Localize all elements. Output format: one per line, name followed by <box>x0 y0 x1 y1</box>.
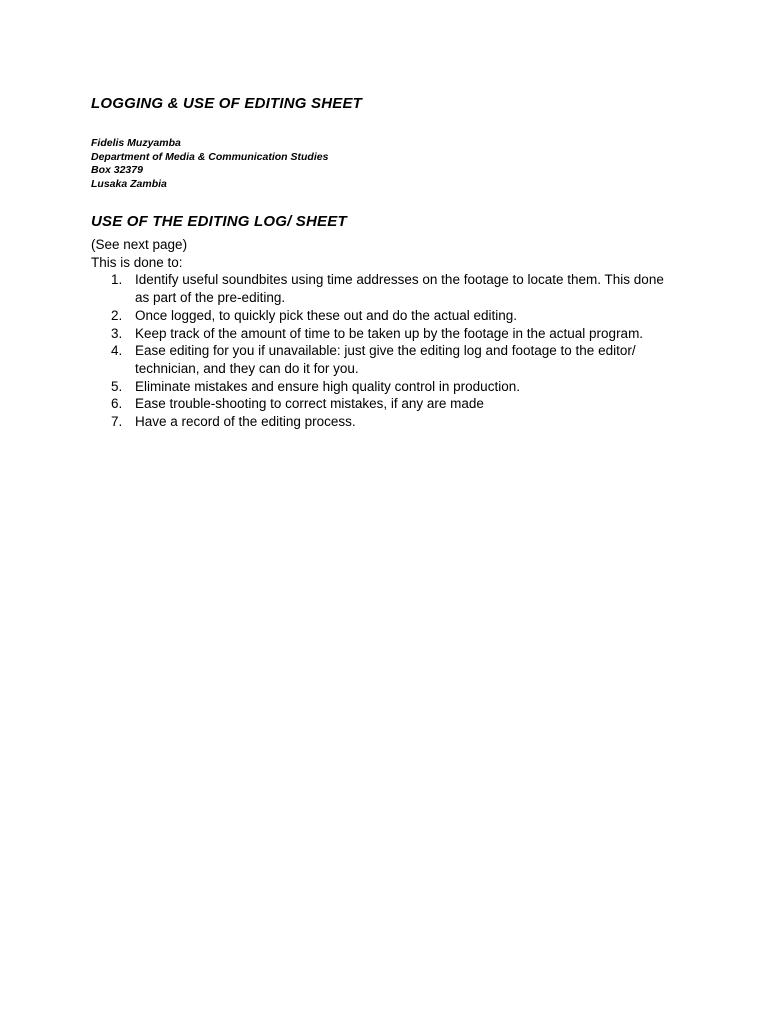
list-item <box>91 325 675 343</box>
list-item-number: 4. <box>111 343 123 359</box>
document-title: LOGGING & USE OF EDITING SHEET <box>91 95 363 112</box>
list-item-text: Keep track of the amount of time to be taken up by the footage in the actual program. <box>135 325 644 341</box>
list-item-number: 5. <box>111 378 123 394</box>
list-item-text: Have a record of the editing process. <box>135 414 356 430</box>
list-item <box>91 271 675 306</box>
list-item-text: Ease editing for you if unavailable: just give the editing log and footage to the editor/ technician, and they can do it for you. <box>135 343 636 376</box>
list-item-text: Identify useful soundbites using time addresses on the footage to locate them. This done as part of the pre-editing. <box>135 272 664 306</box>
list-item <box>91 307 675 325</box>
author-name: Fidelis Muzyamba <box>91 137 181 149</box>
list-item <box>91 395 675 413</box>
list-item-text: Ease trouble-shooting to correct mistakes, if any are made <box>135 396 484 412</box>
list-item-text: Once logged, to quickly pick these out and do the actual editing. <box>135 307 518 323</box>
list-item-number: 2. <box>111 307 123 323</box>
section-body <box>91 236 691 431</box>
numbered-list <box>91 271 691 430</box>
list-item-number: 6. <box>111 396 123 412</box>
list-item <box>91 342 675 377</box>
list-item-text: Eliminate mistakes and ensure high quality control in production. <box>135 378 520 394</box>
author-box: Box 32379 <box>91 164 143 176</box>
section-note: (See next page) <box>91 237 188 252</box>
list-item <box>91 378 675 396</box>
author-department: Department of Media & Communication Studies <box>91 150 329 163</box>
list-item-number: 7. <box>111 414 123 430</box>
list-item-number: 3. <box>111 325 123 341</box>
author-block <box>91 137 328 191</box>
section-intro: This is done to: <box>91 254 183 270</box>
list-item-number: 1. <box>111 272 123 288</box>
list-item <box>91 413 675 431</box>
section-heading: USE OF THE EDITING LOG/ SHEET <box>91 213 347 230</box>
author-location: Lusaka Zambia <box>91 177 167 190</box>
